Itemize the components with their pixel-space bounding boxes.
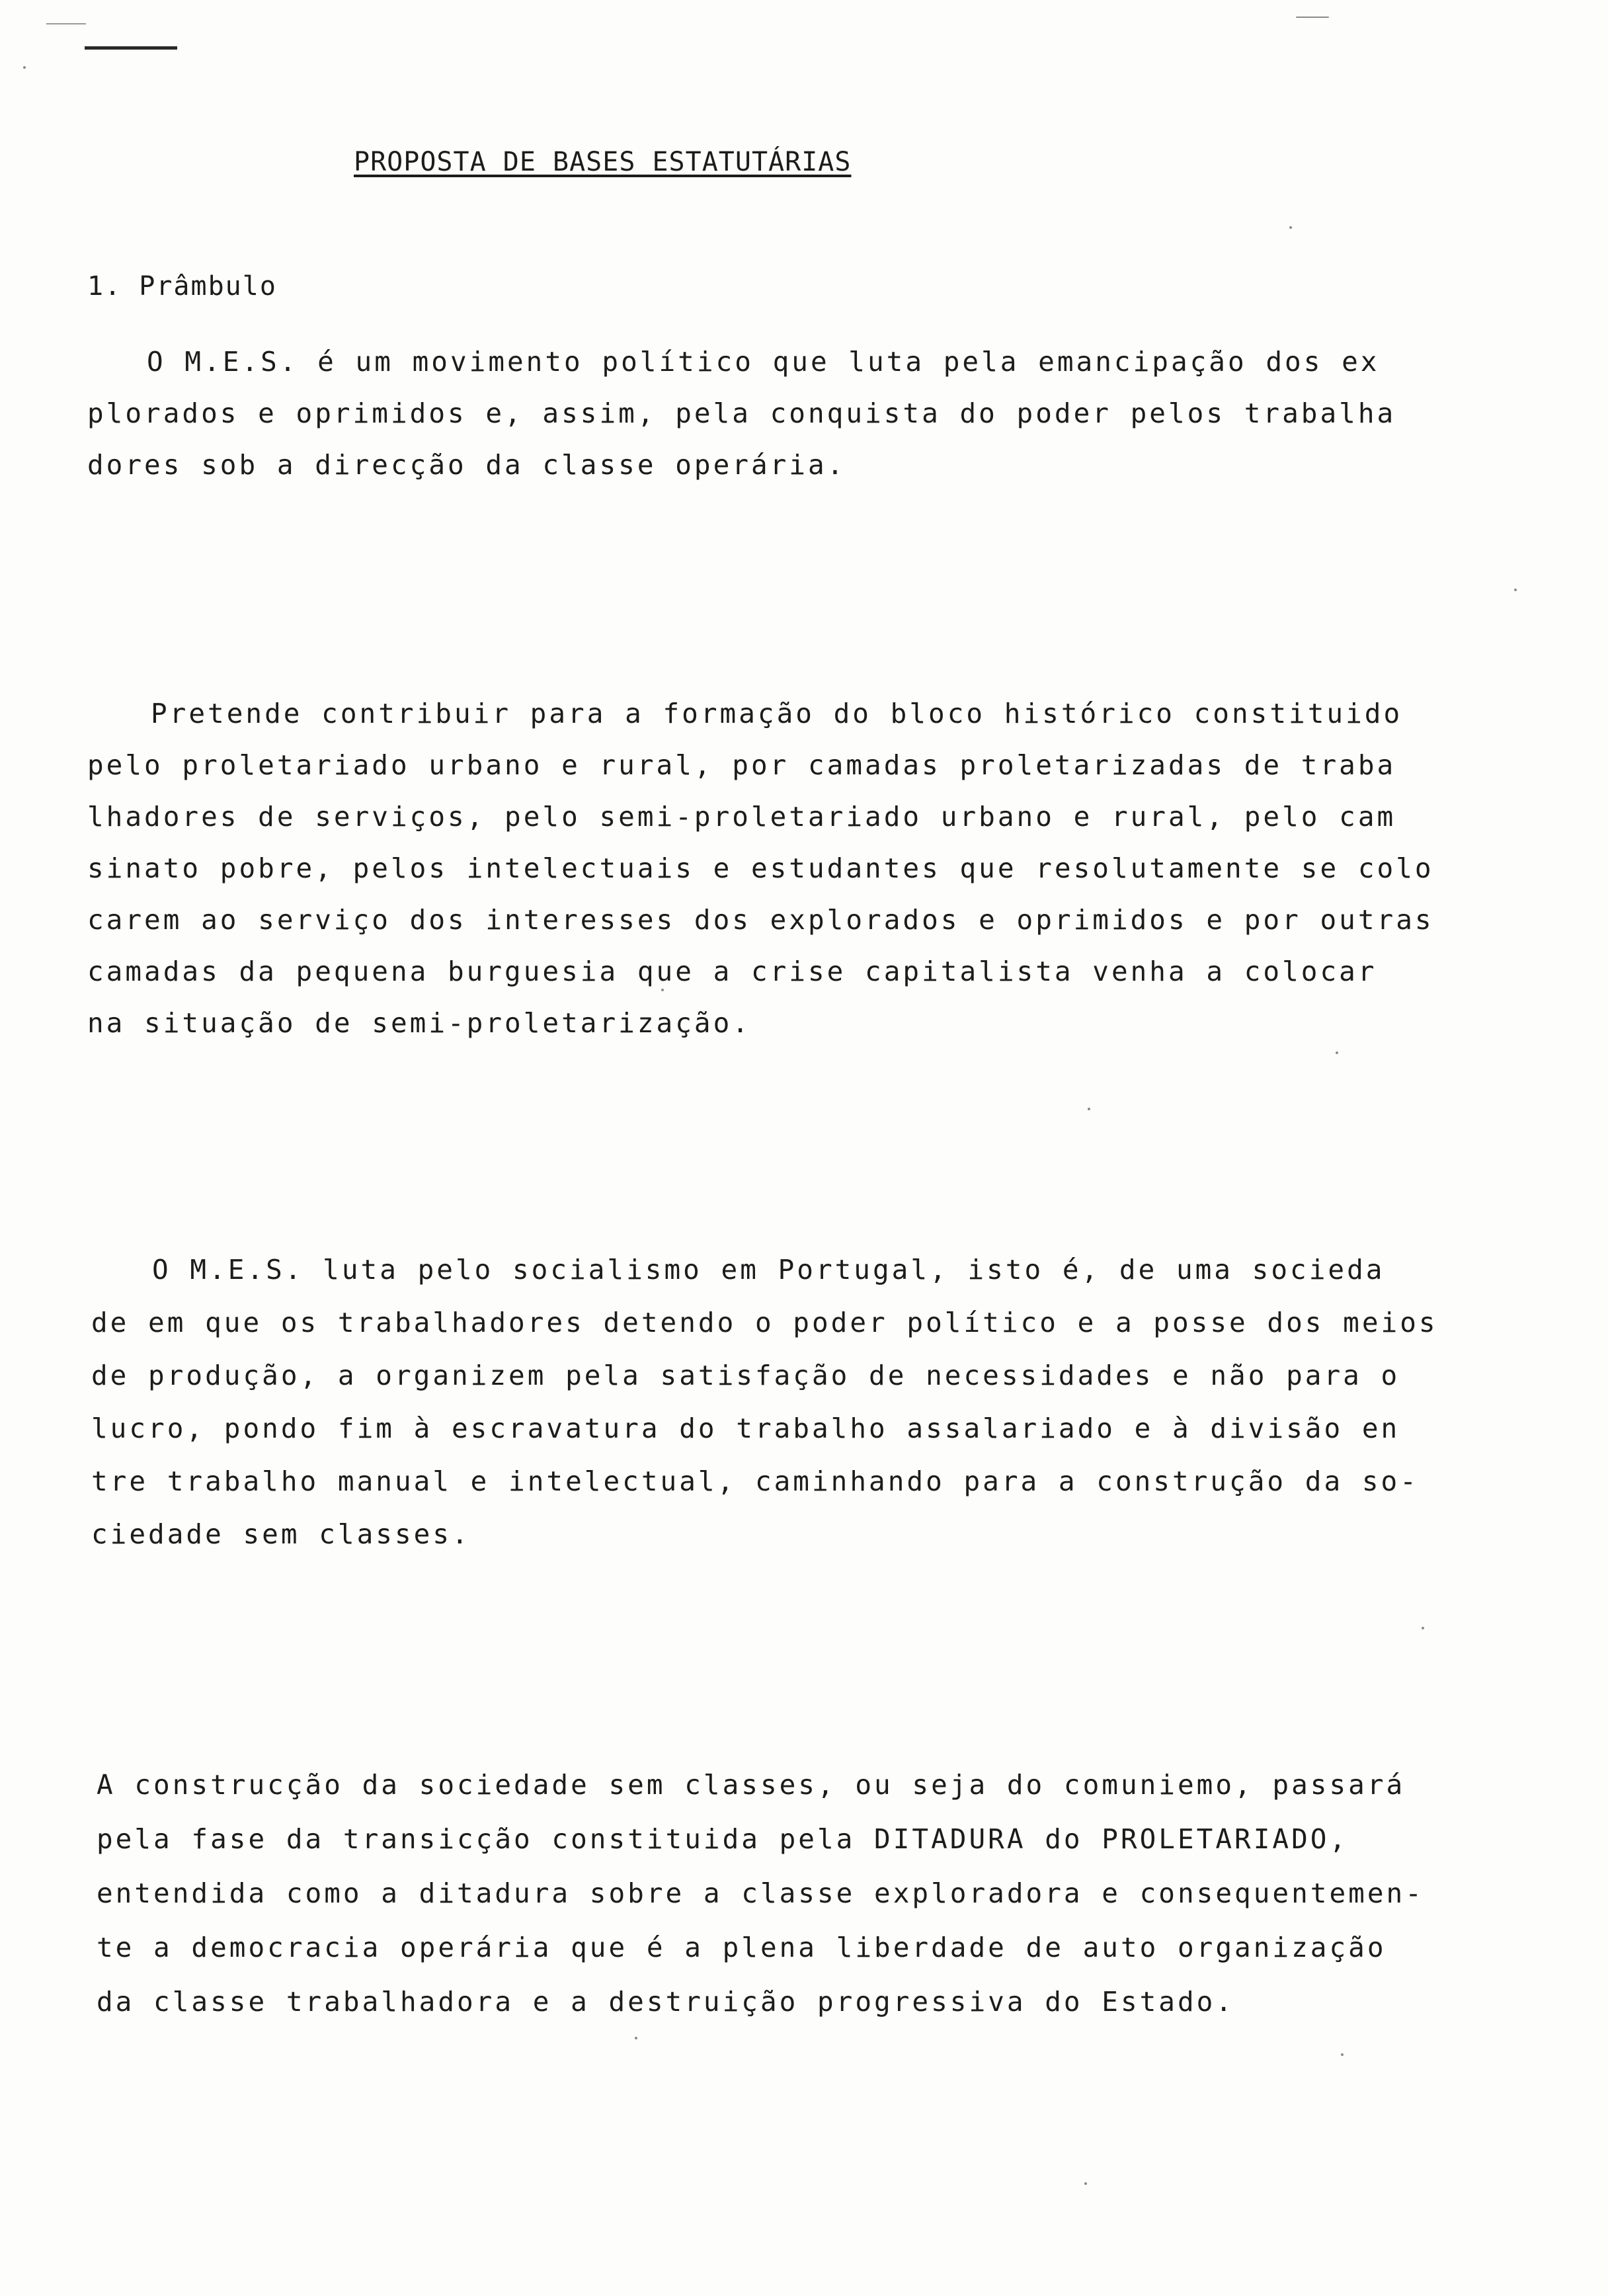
paragraph (91, 1243, 1438, 1561)
paragraph-line: ciedade sem classes. (91, 1518, 471, 1550)
scan-speck (1084, 2182, 1087, 2185)
scan-mark (85, 46, 177, 50)
paragraph-line: da classe trabalhadora e a destruição progressiva do Estado. (97, 1986, 1235, 2018)
section-heading: 1. Prâmbulo (87, 271, 277, 302)
paragraph-line: tre trabalho manual e intelectual, caminhando para a construção da so- (91, 1465, 1419, 1497)
paragraph-line: A construcção da sociedade sem classes, ou seja do comuniemo, passará (97, 1769, 1406, 1801)
paragraph-line: pela fase da transicção constituida pela DITADURA do PROLETARIADO, (97, 1823, 1349, 1855)
paragraph-line: O M.E.S. luta pelo socialismo em Portugal, isto é, de uma socieda (152, 1254, 1385, 1286)
scan-speck (1341, 2053, 1344, 2056)
document-title: PROPOSTA DE BASES ESTATUTÁRIAS (354, 147, 852, 177)
paragraph-line: sinato pobre, pelos intelectuais e estudantes que resolutamente se colo (87, 852, 1434, 884)
paragraph-line: lucro, pondo fim à escravatura do trabalho assalariado e à divisão en (91, 1413, 1400, 1444)
paragraph-line: de em que os trabalhadores detendo o poder político e a posse dos meios (91, 1307, 1438, 1338)
scan-speck (661, 989, 664, 991)
paragraph-line: te a democracia operária que é a plena liberdade de auto organização (97, 1932, 1387, 1963)
paragraph-line: plorados e oprimidos e, assim, pela conquista do poder pelos trabalha (87, 397, 1396, 429)
scan-speck (1088, 1108, 1090, 1110)
scan-speck (23, 66, 26, 69)
paragraph-line: O M.E.S. é um movimento político que luta pela emancipação dos ex (147, 346, 1380, 378)
paragraph (87, 688, 1434, 1049)
paragraph-line: de produção, a organizem pela satisfação de necessidades e não para o (91, 1360, 1400, 1391)
scan-speck (1336, 1051, 1338, 1054)
paragraph-line: pelo proletariado urbano e rural, por camadas proletarizadas de traba (87, 749, 1396, 781)
paragraph-line: lhadores de serviços, pelo semi-proletariado urbano e rural, pelo cam (87, 801, 1396, 833)
scan-mark (46, 23, 86, 24)
paragraph-line: dores sob a direcção da classe operária. (87, 449, 846, 481)
paragraph-line: na situação de semi-proletarização. (87, 1007, 751, 1039)
paragraph (87, 336, 1396, 491)
scan-speck (1296, 17, 1329, 18)
scan-speck (1514, 589, 1517, 591)
scan-speck (1422, 1627, 1424, 1629)
paragraph-line: Pretende contribuir para a formação do bloco histórico constituido (151, 698, 1403, 729)
scan-speck (635, 2037, 637, 2039)
paragraph-line: carem ao serviço dos interesses dos explorados e oprimidos e por outras (87, 904, 1434, 936)
paragraph-line: entendida como a ditadura sobre a classe exploradora e consequentemen- (97, 1877, 1424, 1909)
scan-speck (1289, 226, 1292, 229)
paragraph (97, 1758, 1424, 2029)
paragraph-line: camadas da pequena burguesia que a crise capitalista venha a colocar (87, 956, 1377, 987)
